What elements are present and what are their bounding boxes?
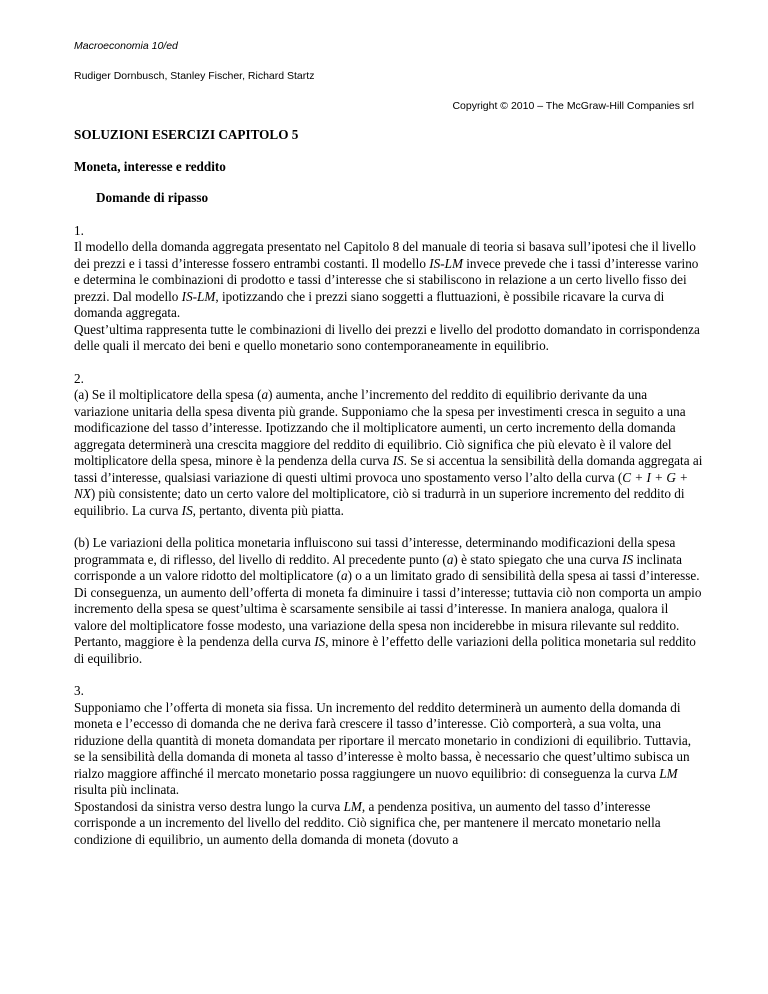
answer-2a-paragraph: (a) Se il moltiplicatore della spesa (a) aumenta, anche l’incremento del reddito di equilibrio derivante da una variazione unitaria della spesa diventa più grande. Supponiamo che la spesa per investimenti cresca in seguito a una modificazione del tasso d’interesse. Ipotizzando che il moltiplicatore aumenti, un certo incremento della domanda aggregata determinerà una crescita maggiore del reddito di equilibrio. Ciò significa che più elevato è il valore del moltiplicatore della spesa, minore è la pendenza della curva IS. Se si accentua la sensibilità della domanda aggregata ai tassi d’interesse, qualsiasi variazione di questi ultimi provoca uno spostamento verso l’alto della curva (C + I + G + NX) più consistente; dato un certo valore del moltiplicatore, ciò si tradurrà in un superiore incremento del reddito di equilibrio. La curva IS, pertanto, diventa più piatta. [74, 387, 703, 518]
answer-1-paragraph-2: Quest’ultima rappresenta tutte le combinazioni di livello dei prezzi e livello del prodotto domandato in corrispondenza delle quali il mercato dei beni e quello monetario sono contemporaneamente in equilibrio. [74, 321, 700, 353]
copyright-notice: Copyright © 2010 – The McGraw-Hill Companies srl [452, 100, 694, 112]
question-number-3: 3. [74, 683, 84, 698]
answer-3-paragraph-2: Spostandosi da sinistra verso destra lungo la curva LM, a pendenza positiva, un aumento del tasso d’interesse corrisponde a un incremento del livello del reddito. Ciò significa che, per mantenere il mercato monetario nella condizione di equilibrio, un aumento della domanda di moneta (dovuto a [74, 798, 661, 847]
book-title: Macroeconomia 10/ed [74, 40, 178, 52]
question-number-1: 1. [74, 222, 84, 238]
section-heading: Domande di ripasso [96, 190, 209, 205]
answer-2b-paragraph: (b) Le variazioni della politica monetaria influiscono sui tassi d’interesse, determinando modificazioni della spesa programmata e, di riflesso, del livello di reddito. Al precedente punto (a) è stato spiegato che una curva IS inclinata corrisponde a un valore ridotto del moltiplicatore (a) o a un limitato grado di sensibilità della spesa ai tassi d’interesse. Di conseguenza, un aumento dell’offerta di moneta fa diminuire i tassi d’interesse; tuttavia ciò non comporta un ampio incremento della spesa se quest’ultima è scarsamente sensibile ai tassi d’interesse. In maniera analoga, qualora il valore del moltiplicatore fosse modesto, una variazione della spesa non inciderebbe in misura rilevante sul reddito. Pertanto, maggiore è la pendenza della curva IS, minore è l’effetto delle variazioni della politica monetaria sul reddito di equilibrio. [74, 535, 702, 666]
document-body [74, 125, 704, 848]
chapter-subtitle: Moneta, interesse e reddito [74, 158, 226, 174]
authors: Rudiger Dornbusch, Stanley Fischer, Richard Startz [74, 70, 315, 82]
answer-3-paragraph-1: Supponiamo che l’offerta di moneta sia fissa. Un incremento del reddito determinerà un aumento della domanda di moneta e l’eccesso di domanda che ne deriva farà crescere il tasso d’interesse. Ciò comporterà, a sua volta, una riduzione della quantità di moneta domandata per riportare il mercato monetario in condizioni di equilibrio. Tuttavia, se la sensibilità della domanda di moneta al tasso d’interesse è molto bassa, è necessario che quest’ultimo subisca un rialzo maggiore affinché il mercato monetario possa raggiungere un nuovo equilibrio: di conseguenza la curva LM risulta più inclinata. [74, 699, 692, 797]
answer-1-paragraph-1: Il modello della domanda aggregata presentato nel Capitolo 8 del manuale di teoria si basava sull’ipotesi che il livello dei prezzi e i tassi d’interesse fossero entrambi costanti. Il modello IS-LM invece prevede che i tassi d’interesse varino e determina le combinazioni di prodotto e tassi d’interesse che si stabiliscono in relazione a un certo livello fisso dei prezzi. Dal modello IS-LM, ipotizzando che i prezzi siano soggetti a fluttuazioni, è possibile ricavare la curva di domanda aggregata. [74, 239, 699, 320]
chapter-title: SOLUZIONI ESERCIZI CAPITOLO 5 [74, 127, 299, 142]
question-number-2: 2. [74, 370, 84, 386]
